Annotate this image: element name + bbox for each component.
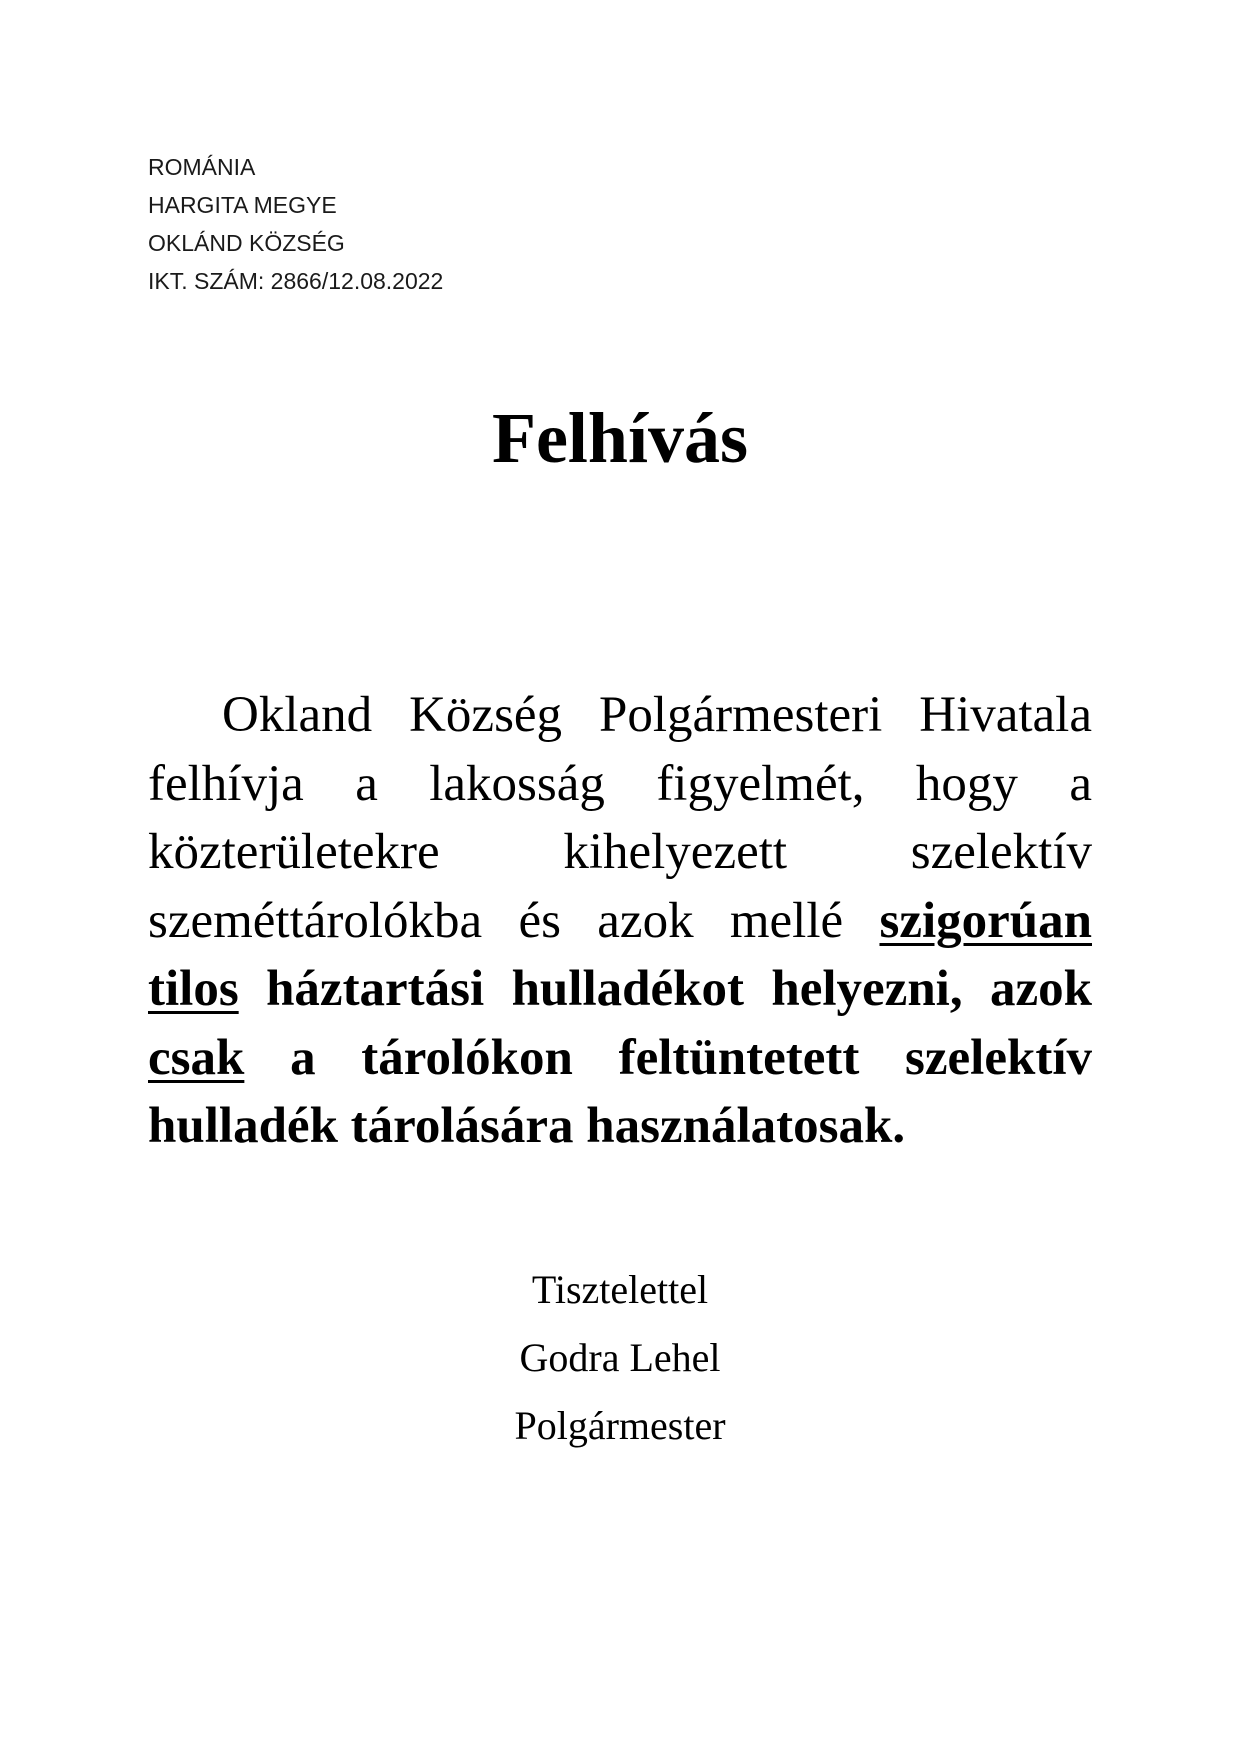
header-county: HARGITA MEGYE xyxy=(148,192,337,218)
document-header xyxy=(148,148,443,300)
notice-emphasis-strictly-forbidden: szigorúan tilos xyxy=(148,892,1092,1017)
signature-name: Godra Lehel xyxy=(519,1335,721,1380)
header-commune: OKLÁND KÖZSÉG xyxy=(148,230,345,256)
notice-text-part-1: Okland Község Polgármesteri Hivatala felhívja a lakosság figyelmét, hogy a közterületekre kihelyezett szelektív szeméttárolókba és azok mellé xyxy=(148,687,1092,949)
document-title: Felhívás xyxy=(491,398,748,478)
signature-role: Polgármester xyxy=(514,1403,726,1448)
notice-body xyxy=(148,681,1092,1161)
header-registration-number: IKT. SZÁM: 2866/12.08.2022 xyxy=(148,268,444,294)
signature-block xyxy=(0,1256,1240,1460)
notice-text-part-2: háztartási hulladékot helyezni, azok xyxy=(238,961,1092,1017)
notice-emphasis-only: csak xyxy=(148,1029,245,1086)
header-country: ROMÁNIA xyxy=(148,154,256,180)
signature-closing: Tisztelettel xyxy=(531,1267,709,1312)
notice-text-part-3: a tárolókon feltüntetett szelektív hulladék tárolására használatosak. xyxy=(148,1029,1092,1154)
